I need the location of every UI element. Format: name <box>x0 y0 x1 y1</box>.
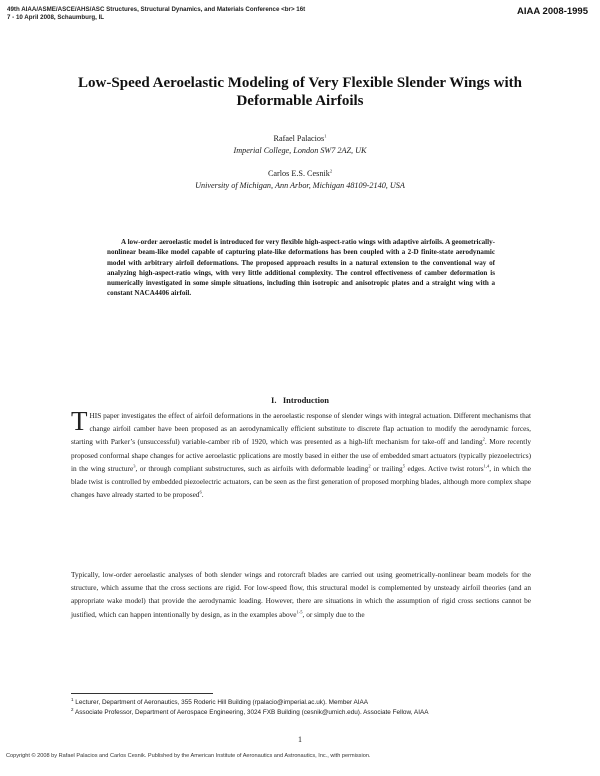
conference-header <box>7 6 447 22</box>
footnote-2 <box>71 708 531 717</box>
text-run: Typically, low-order aeroelastic analyses of both slender wings and rotorcraft blades are carried out using geometrically-nonlinear beam models for the structure, which assume that the cross sections are rigid. For low-speed flow, this structural model is complemented by unsteady airfoil theories (and an appropriate wake model) that provide the aerodynamic loading. However, there are situations in which the assumption of rigid cross sections cannot be justified, which can happen intentionally by design, as in the examples above <box>71 570 531 619</box>
footnote-mark: 2 <box>71 706 74 712</box>
paper-id: AIAA 2008-1995 <box>517 6 588 17</box>
section-heading <box>0 395 600 405</box>
citation: 2 <box>368 463 371 469</box>
author-2-name: Carlos E.S. Cesnik <box>267 169 330 178</box>
text-run: . More recently proposed conformal shape changes for active aeroelastic pplications are mostly based in either the use of embedded smart actuators (typically piezoelectrics) in the wing structure <box>71 437 531 473</box>
citation: 3 <box>133 463 136 469</box>
text-run: or trailing <box>370 463 403 473</box>
copyright-notice: Copyright © 2008 by Rafael Palacios and Carlos Cesnik. Published by the American Institute of Aeronautics and Astronautics, Inc., with permission. <box>6 753 371 759</box>
author-1 <box>0 133 600 144</box>
page-number: 1 <box>298 735 302 744</box>
conference-name: 49th AIAA/ASME/ASCE/AHS/ASC Structures, Structural Dynamics, and Materials Conference <br> 16t <box>7 6 306 13</box>
footnote-1 <box>71 698 531 707</box>
section-title: Introduction <box>282 395 329 405</box>
author-2 <box>0 168 600 179</box>
footnote-divider <box>71 693 213 694</box>
author-1-affiliation: Imperial College, London SW7 2AZ, UK <box>233 146 367 155</box>
citation: 6 <box>199 489 202 495</box>
author-1-name: Rafael Palacios <box>273 134 325 143</box>
text-run: edges. Active twist rotors <box>404 463 484 473</box>
paper-title: Low-Speed Aeroelastic Modeling of Very Flexible Slender Wings with Deformable Airfoils <box>78 75 522 109</box>
section-number: I. <box>271 395 277 405</box>
text-run: HIS paper investigates the effect of airfoil deformations in the aeroelastic response of slender wings with integral actuation. Different mechanisms that change airfoil camber have been proposed as an aerodynamically efficient substitute to discrete flap actuation to modify the aerodynamic forces, starting with Parker’s (unsuccessful) variable-camber rib of 1920, which was presented as a high-lift mechanism for take-off and landing <box>71 411 531 447</box>
text-run: , in which the blade twist is controlled by embedded piezoelectric actuators, can be seen as the first generation of proposed morphing blades, although more complex shape changes have already started to be proposed <box>71 463 532 500</box>
intro-paragraph-2 <box>71 568 531 621</box>
abstract: A low-order aeroelastic model is introduced for very flexible high-aspect-ratio wings with adaptive airfoils. A geometrically-nonlinear beam-like model capable of capturing plate-like deformations has been coupled with a 2-D finite-state aerodynamic model with arbitrary airfoil deformations. The proposed approach results in a natural extension to the conventional way of analyzing high-aspect-ratio wings, with very little additional complexity. The control effectiveness of camber deformation is numerically investigated in some simple situations, including thin isotropic and anisotropic plates and a straight wing with a constant NACA4406 airfoil. <box>107 238 495 298</box>
footnote-text: Lecturer, Department of Aeronautics, 355 Roderic Hill Building (rpalacio@imperial.ac.uk). Member AIAA <box>75 699 369 706</box>
intro-paragraph-1 <box>71 406 532 501</box>
citation: 5 <box>402 463 405 469</box>
text-run: , or simply due to the <box>302 609 365 619</box>
text-run: , or through compliant substructures, such as airfoils with deformable leading <box>135 463 369 473</box>
footnote-mark: 1 <box>71 696 74 702</box>
citation: 1,4 <box>483 463 490 469</box>
author-1-mark: 1 <box>324 133 327 139</box>
citation: 2 <box>482 436 485 442</box>
drop-cap: T <box>71 406 88 436</box>
text-run: . <box>201 490 204 500</box>
conference-dates: 7 - 10 April 2008, Schaumburg, IL <box>7 14 105 21</box>
footnote-text: Associate Professor, Department of Aerospace Engineering, 3024 FXB Building (cesnik@umich.edu). Associate Fellow, AIAA <box>74 709 429 716</box>
citation: 1-5 <box>296 609 303 615</box>
author-2-mark: 2 <box>329 168 333 174</box>
author-2-affiliation: University of Michigan, Ann Arbor, Michigan 48109-2140, USA <box>195 181 405 190</box>
